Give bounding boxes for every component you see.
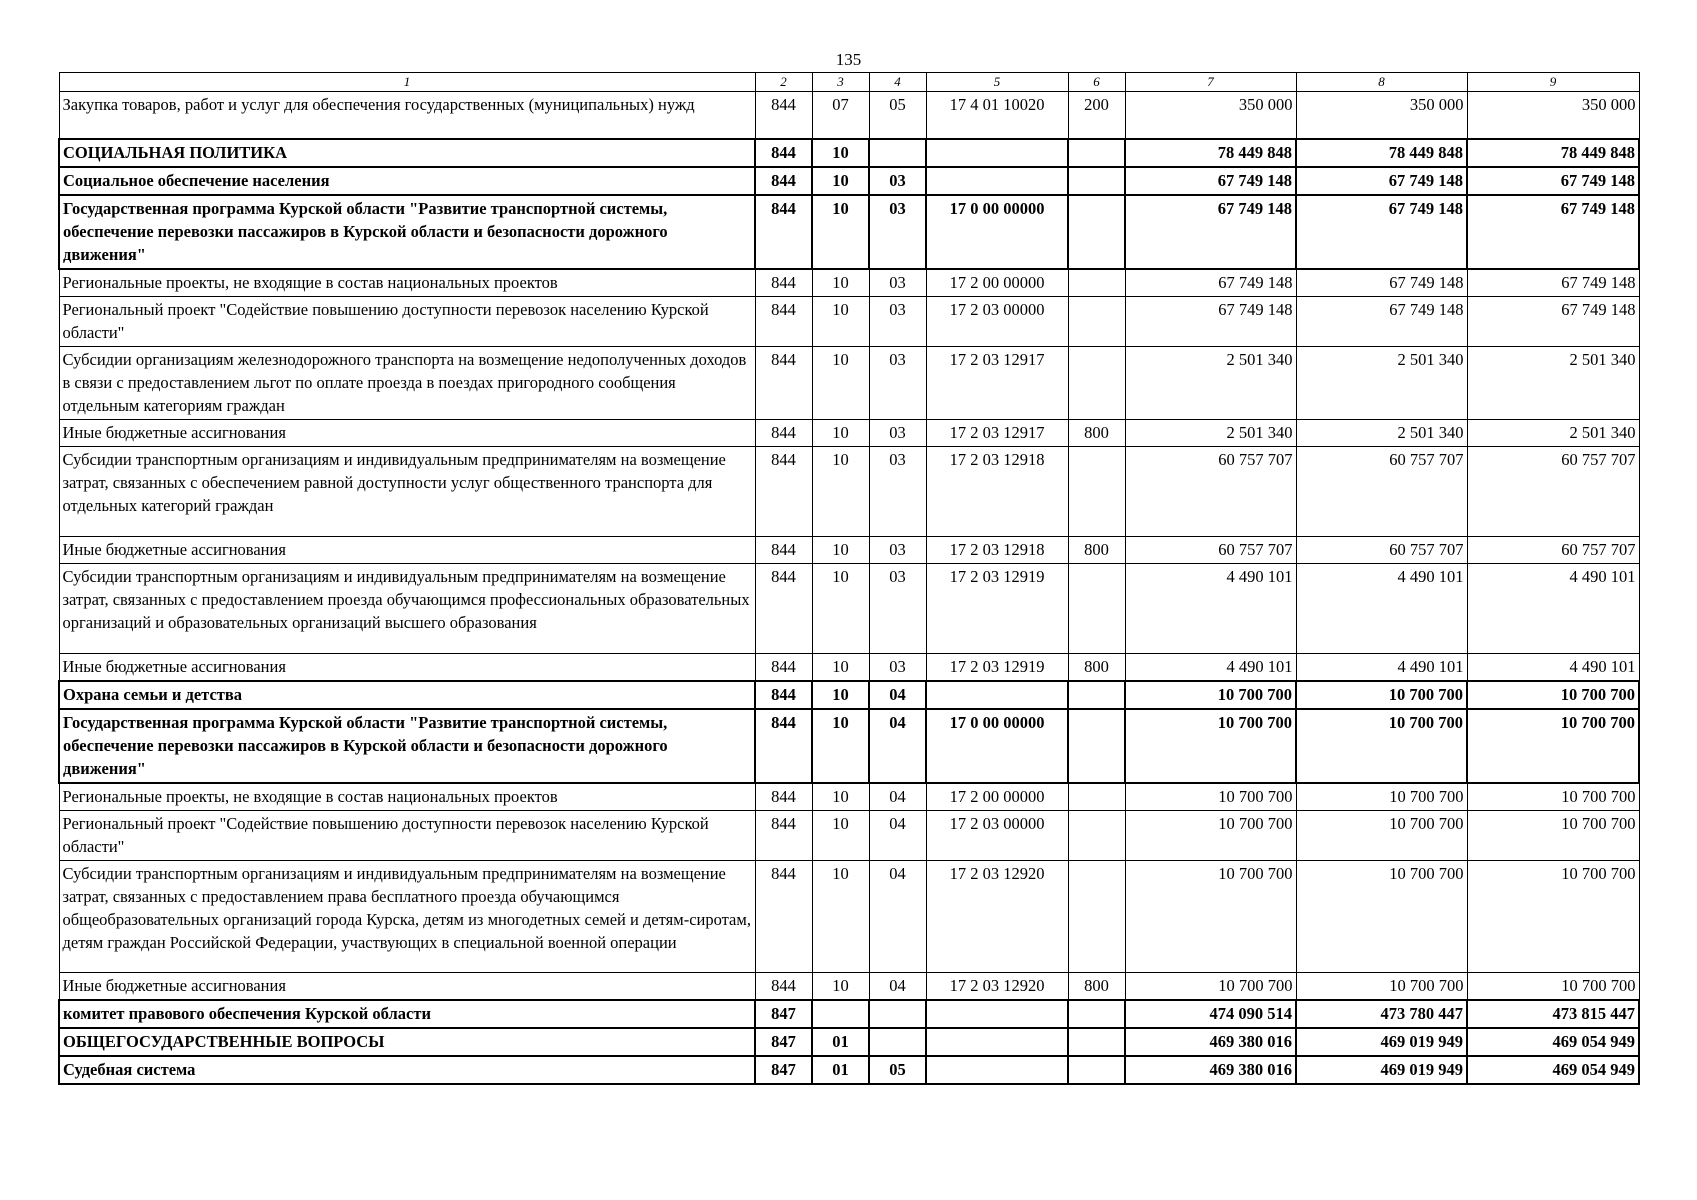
row-col9-cell: 67 749 148 [1467,167,1639,195]
row-col4-cell: 03 [869,653,926,681]
row-col4-cell: 03 [869,536,926,563]
row-col8-cell: 2 501 340 [1296,419,1467,446]
table-row [59,563,1639,653]
row-name-cell: Региональные проекты, не входящие в состав национальных проектов [59,783,755,811]
row-col5-cell [926,139,1068,167]
row-col3-cell: 10 [812,139,869,167]
row-col4-cell: 04 [869,709,926,783]
row-col4-cell: 04 [869,972,926,1000]
row-col8-cell: 350 000 [1296,92,1467,139]
row-col6-cell: 800 [1068,653,1125,681]
row-col2-cell: 847 [755,1056,812,1084]
row-col6-cell [1068,563,1125,653]
column-number: 1 [59,73,755,92]
row-name-cell: Иные бюджетные ассигнования [59,536,755,563]
table-row [59,972,1639,1000]
row-col3-cell: 10 [812,446,869,536]
row-col7-cell: 350 000 [1125,92,1296,139]
row-col3-cell: 10 [812,653,869,681]
row-col2-cell: 844 [755,139,812,167]
row-col2-cell: 844 [755,296,812,346]
row-col6-cell [1068,446,1125,536]
row-col7-cell: 60 757 707 [1125,446,1296,536]
row-col3-cell: 10 [812,346,869,419]
row-col2-cell: 844 [755,346,812,419]
row-col4-cell: 05 [869,1056,926,1084]
row-col4-cell [869,139,926,167]
row-col9-cell: 60 757 707 [1467,446,1639,536]
row-col9-cell: 473 815 447 [1467,1000,1639,1028]
row-col2-cell: 844 [755,783,812,811]
table-row [59,139,1639,167]
row-col6-cell [1068,296,1125,346]
row-col5-cell: 17 2 03 12919 [926,653,1068,681]
row-col6-cell [1068,810,1125,860]
row-name-cell: Субсидии организациям железнодорожного транспорта на возмещение недополученных доходов в связи с предоставлением льгот по оплате проезда в поездах пригородного сообщения отдельным категориям граждан [59,346,755,419]
row-col8-cell: 10 700 700 [1296,810,1467,860]
row-col9-cell: 2 501 340 [1467,346,1639,419]
row-col3-cell: 10 [812,195,869,269]
row-col7-cell: 469 380 016 [1125,1056,1296,1084]
row-col5-cell: 17 2 03 12917 [926,346,1068,419]
table-row [59,92,1639,139]
row-col4-cell: 03 [869,167,926,195]
row-col6-cell: 800 [1068,972,1125,1000]
table-row [59,860,1639,972]
table-row [59,195,1639,269]
column-number: 7 [1125,73,1296,92]
row-col5-cell: 17 2 00 00000 [926,783,1068,811]
row-col5-cell: 17 2 03 00000 [926,810,1068,860]
row-col7-cell: 2 501 340 [1125,419,1296,446]
row-col2-cell: 844 [755,563,812,653]
row-col3-cell: 10 [812,860,869,972]
column-number: 8 [1296,73,1467,92]
row-col9-cell: 10 700 700 [1467,783,1639,811]
row-col5-cell: 17 2 03 12919 [926,563,1068,653]
row-col8-cell: 4 490 101 [1296,563,1467,653]
table-row [59,167,1639,195]
row-col2-cell: 847 [755,1000,812,1028]
row-col5-cell: 17 0 00 00000 [926,195,1068,269]
row-col5-cell: 17 0 00 00000 [926,709,1068,783]
table-row [59,346,1639,419]
row-col4-cell [869,1000,926,1028]
row-col4-cell: 03 [869,195,926,269]
row-col5-cell: 17 2 03 12920 [926,860,1068,972]
row-col5-cell [926,167,1068,195]
row-col4-cell: 05 [869,92,926,139]
row-col9-cell: 10 700 700 [1467,860,1639,972]
row-col7-cell: 10 700 700 [1125,681,1296,709]
row-name-cell: СОЦИАЛЬНАЯ ПОЛИТИКА [59,139,755,167]
table-row [59,1028,1639,1056]
row-col8-cell: 469 019 949 [1296,1028,1467,1056]
row-name-cell: Региональные проекты, не входящие в состав национальных проектов [59,269,755,297]
row-col8-cell: 10 700 700 [1296,709,1467,783]
row-col8-cell: 67 749 148 [1296,296,1467,346]
row-name-cell: ОБЩЕГОСУДАРСТВЕННЫЕ ВОПРОСЫ [59,1028,755,1056]
row-col6-cell [1068,346,1125,419]
row-col7-cell: 474 090 514 [1125,1000,1296,1028]
row-name-cell: Социальное обеспечение населения [59,167,755,195]
row-col9-cell: 67 749 148 [1467,296,1639,346]
row-col7-cell: 2 501 340 [1125,346,1296,419]
row-col7-cell: 10 700 700 [1125,972,1296,1000]
row-col6-cell [1068,1028,1125,1056]
row-col6-cell [1068,681,1125,709]
row-col9-cell: 350 000 [1467,92,1639,139]
row-col7-cell: 67 749 148 [1125,195,1296,269]
row-col5-cell: 17 2 00 00000 [926,269,1068,297]
table-row [59,269,1639,297]
row-name-cell: Иные бюджетные ассигнования [59,419,755,446]
table-row [59,810,1639,860]
row-name-cell: Государственная программа Курской области "Развитие транспортной системы, обеспечение перевозки пассажиров в Курской области и безопасности дорожного движения" [59,709,755,783]
row-col4-cell: 04 [869,860,926,972]
row-col9-cell: 2 501 340 [1467,419,1639,446]
row-col9-cell: 67 749 148 [1467,269,1639,297]
row-col9-cell: 4 490 101 [1467,563,1639,653]
row-name-cell: Субсидии транспортным организациям и индивидуальным предпринимателям на возмещение затрат, связанных с обеспечением равной доступности услуг общественного транспорта для отдельных категорий граждан [59,446,755,536]
table-row [59,709,1639,783]
row-col9-cell: 60 757 707 [1467,536,1639,563]
row-col7-cell: 78 449 848 [1125,139,1296,167]
row-col2-cell: 844 [755,269,812,297]
row-col6-cell [1068,195,1125,269]
row-col2-cell: 844 [755,653,812,681]
row-col8-cell: 10 700 700 [1296,972,1467,1000]
row-col9-cell: 10 700 700 [1467,709,1639,783]
row-col4-cell: 04 [869,783,926,811]
table-row [59,536,1639,563]
row-col7-cell: 10 700 700 [1125,709,1296,783]
row-col7-cell: 67 749 148 [1125,269,1296,297]
row-name-cell: комитет правового обеспечения Курской области [59,1000,755,1028]
row-col8-cell: 10 700 700 [1296,783,1467,811]
row-col6-cell [1068,1000,1125,1028]
row-col2-cell: 844 [755,195,812,269]
row-col2-cell: 844 [755,709,812,783]
row-col7-cell: 60 757 707 [1125,536,1296,563]
row-col2-cell: 844 [755,536,812,563]
row-col6-cell: 800 [1068,536,1125,563]
row-name-cell: Судебная система [59,1056,755,1084]
column-number: 4 [869,73,926,92]
row-col7-cell: 10 700 700 [1125,783,1296,811]
row-col3-cell: 10 [812,709,869,783]
row-col5-cell [926,1000,1068,1028]
row-col6-cell [1068,139,1125,167]
row-col2-cell: 844 [755,810,812,860]
row-col6-cell [1068,709,1125,783]
row-col2-cell: 844 [755,92,812,139]
column-number: 5 [926,73,1068,92]
row-col5-cell [926,681,1068,709]
row-col6-cell [1068,167,1125,195]
row-name-cell: Охрана семьи и детства [59,681,755,709]
row-col6-cell [1068,860,1125,972]
row-col5-cell [926,1056,1068,1084]
column-number: 2 [755,73,812,92]
row-name-cell: Иные бюджетные ассигнования [59,653,755,681]
row-col3-cell: 07 [812,92,869,139]
row-col5-cell: 17 2 03 12918 [926,446,1068,536]
row-col2-cell: 844 [755,860,812,972]
row-col3-cell: 10 [812,536,869,563]
row-col7-cell: 67 749 148 [1125,167,1296,195]
row-col6-cell [1068,269,1125,297]
row-col4-cell: 04 [869,681,926,709]
row-col8-cell: 4 490 101 [1296,653,1467,681]
page-number: 135 [835,50,862,69]
table-body [59,92,1639,1084]
row-col4-cell: 03 [869,269,926,297]
row-col2-cell: 844 [755,972,812,1000]
row-col7-cell: 4 490 101 [1125,563,1296,653]
row-col7-cell: 469 380 016 [1125,1028,1296,1056]
row-col2-cell: 847 [755,1028,812,1056]
row-col8-cell: 473 780 447 [1296,1000,1467,1028]
row-col3-cell: 01 [812,1056,869,1084]
row-col3-cell: 10 [812,810,869,860]
row-col5-cell: 17 2 03 00000 [926,296,1068,346]
row-col8-cell: 10 700 700 [1296,681,1467,709]
row-col8-cell: 67 749 148 [1296,167,1467,195]
row-col8-cell: 469 019 949 [1296,1056,1467,1084]
row-name-cell: Закупка товаров, работ и услуг для обеспечения государственных (муниципальных) нужд [59,92,755,139]
row-col3-cell: 10 [812,419,869,446]
column-number: 9 [1467,73,1639,92]
row-col3-cell: 10 [812,972,869,1000]
row-col8-cell: 67 749 148 [1296,195,1467,269]
column-number: 6 [1068,73,1125,92]
row-col4-cell: 04 [869,810,926,860]
row-col8-cell: 78 449 848 [1296,139,1467,167]
row-col4-cell: 03 [869,446,926,536]
row-col3-cell: 01 [812,1028,869,1056]
row-col2-cell: 844 [755,167,812,195]
row-col9-cell: 10 700 700 [1467,810,1639,860]
table-row [59,1056,1639,1084]
row-col6-cell: 800 [1068,419,1125,446]
row-name-cell: Субсидии транспортным организациям и индивидуальным предпринимателям на возмещение затрат, связанных с предоставлением проезда обучающимся профессиональных образовательных организаций и образовательных организаций высшего образования [59,563,755,653]
row-col5-cell: 17 2 03 12917 [926,419,1068,446]
row-name-cell: Иные бюджетные ассигнования [59,972,755,1000]
row-col9-cell: 4 490 101 [1467,653,1639,681]
row-col3-cell [812,1000,869,1028]
row-name-cell: Региональный проект "Содействие повышению доступности перевозок населению Курской области" [59,296,755,346]
row-col8-cell: 60 757 707 [1296,536,1467,563]
row-col8-cell: 10 700 700 [1296,860,1467,972]
row-col5-cell: 17 2 03 12920 [926,972,1068,1000]
row-col9-cell: 67 749 148 [1467,195,1639,269]
table-row [59,1000,1639,1028]
row-col4-cell: 03 [869,296,926,346]
row-col9-cell: 78 449 848 [1467,139,1639,167]
table-row [59,296,1639,346]
row-col3-cell: 10 [812,563,869,653]
row-col7-cell: 4 490 101 [1125,653,1296,681]
row-col5-cell [926,1028,1068,1056]
row-col7-cell: 10 700 700 [1125,860,1296,972]
row-col8-cell: 67 749 148 [1296,269,1467,297]
row-col7-cell: 10 700 700 [1125,810,1296,860]
row-col6-cell: 200 [1068,92,1125,139]
row-col3-cell: 10 [812,296,869,346]
row-col9-cell: 469 054 949 [1467,1056,1639,1084]
table-row [59,653,1639,681]
table-row [59,419,1639,446]
row-col2-cell: 844 [755,446,812,536]
row-col5-cell: 17 4 01 10020 [926,92,1068,139]
row-col6-cell [1068,1056,1125,1084]
table-row [59,446,1639,536]
row-col3-cell: 10 [812,681,869,709]
row-col3-cell: 10 [812,167,869,195]
row-col4-cell: 03 [869,419,926,446]
row-col9-cell: 469 054 949 [1467,1028,1639,1056]
budget-table [58,72,1640,1085]
row-col8-cell: 60 757 707 [1296,446,1467,536]
row-col3-cell: 10 [812,269,869,297]
row-col8-cell: 2 501 340 [1296,346,1467,419]
table-row [59,681,1639,709]
row-col5-cell: 17 2 03 12918 [926,536,1068,563]
row-name-cell: Государственная программа Курской области "Развитие транспортной системы, обеспечение перевозки пассажиров в Курской области и безопасности дорожного движения" [59,195,755,269]
row-name-cell: Региональный проект "Содействие повышению доступности перевозок населению Курской области" [59,810,755,860]
row-col7-cell: 67 749 148 [1125,296,1296,346]
row-col9-cell: 10 700 700 [1467,681,1639,709]
table-row [59,783,1639,811]
row-col2-cell: 844 [755,681,812,709]
row-col6-cell [1068,783,1125,811]
column-number: 3 [812,73,869,92]
column-number-row [59,73,1639,92]
row-name-cell: Субсидии транспортным организациям и индивидуальным предпринимателям на возмещение затрат, связанных с предоставлением права бесплатного проезда обучающимся общеобразовательных организаций города Курска, детям из многодетных семей и детям-сиротам, детям граждан Российской Федерации, участвующих в специальной военной операции [59,860,755,972]
row-col3-cell: 10 [812,783,869,811]
row-col9-cell: 10 700 700 [1467,972,1639,1000]
row-col2-cell: 844 [755,419,812,446]
row-col4-cell [869,1028,926,1056]
row-col4-cell: 03 [869,346,926,419]
row-col4-cell: 03 [869,563,926,653]
